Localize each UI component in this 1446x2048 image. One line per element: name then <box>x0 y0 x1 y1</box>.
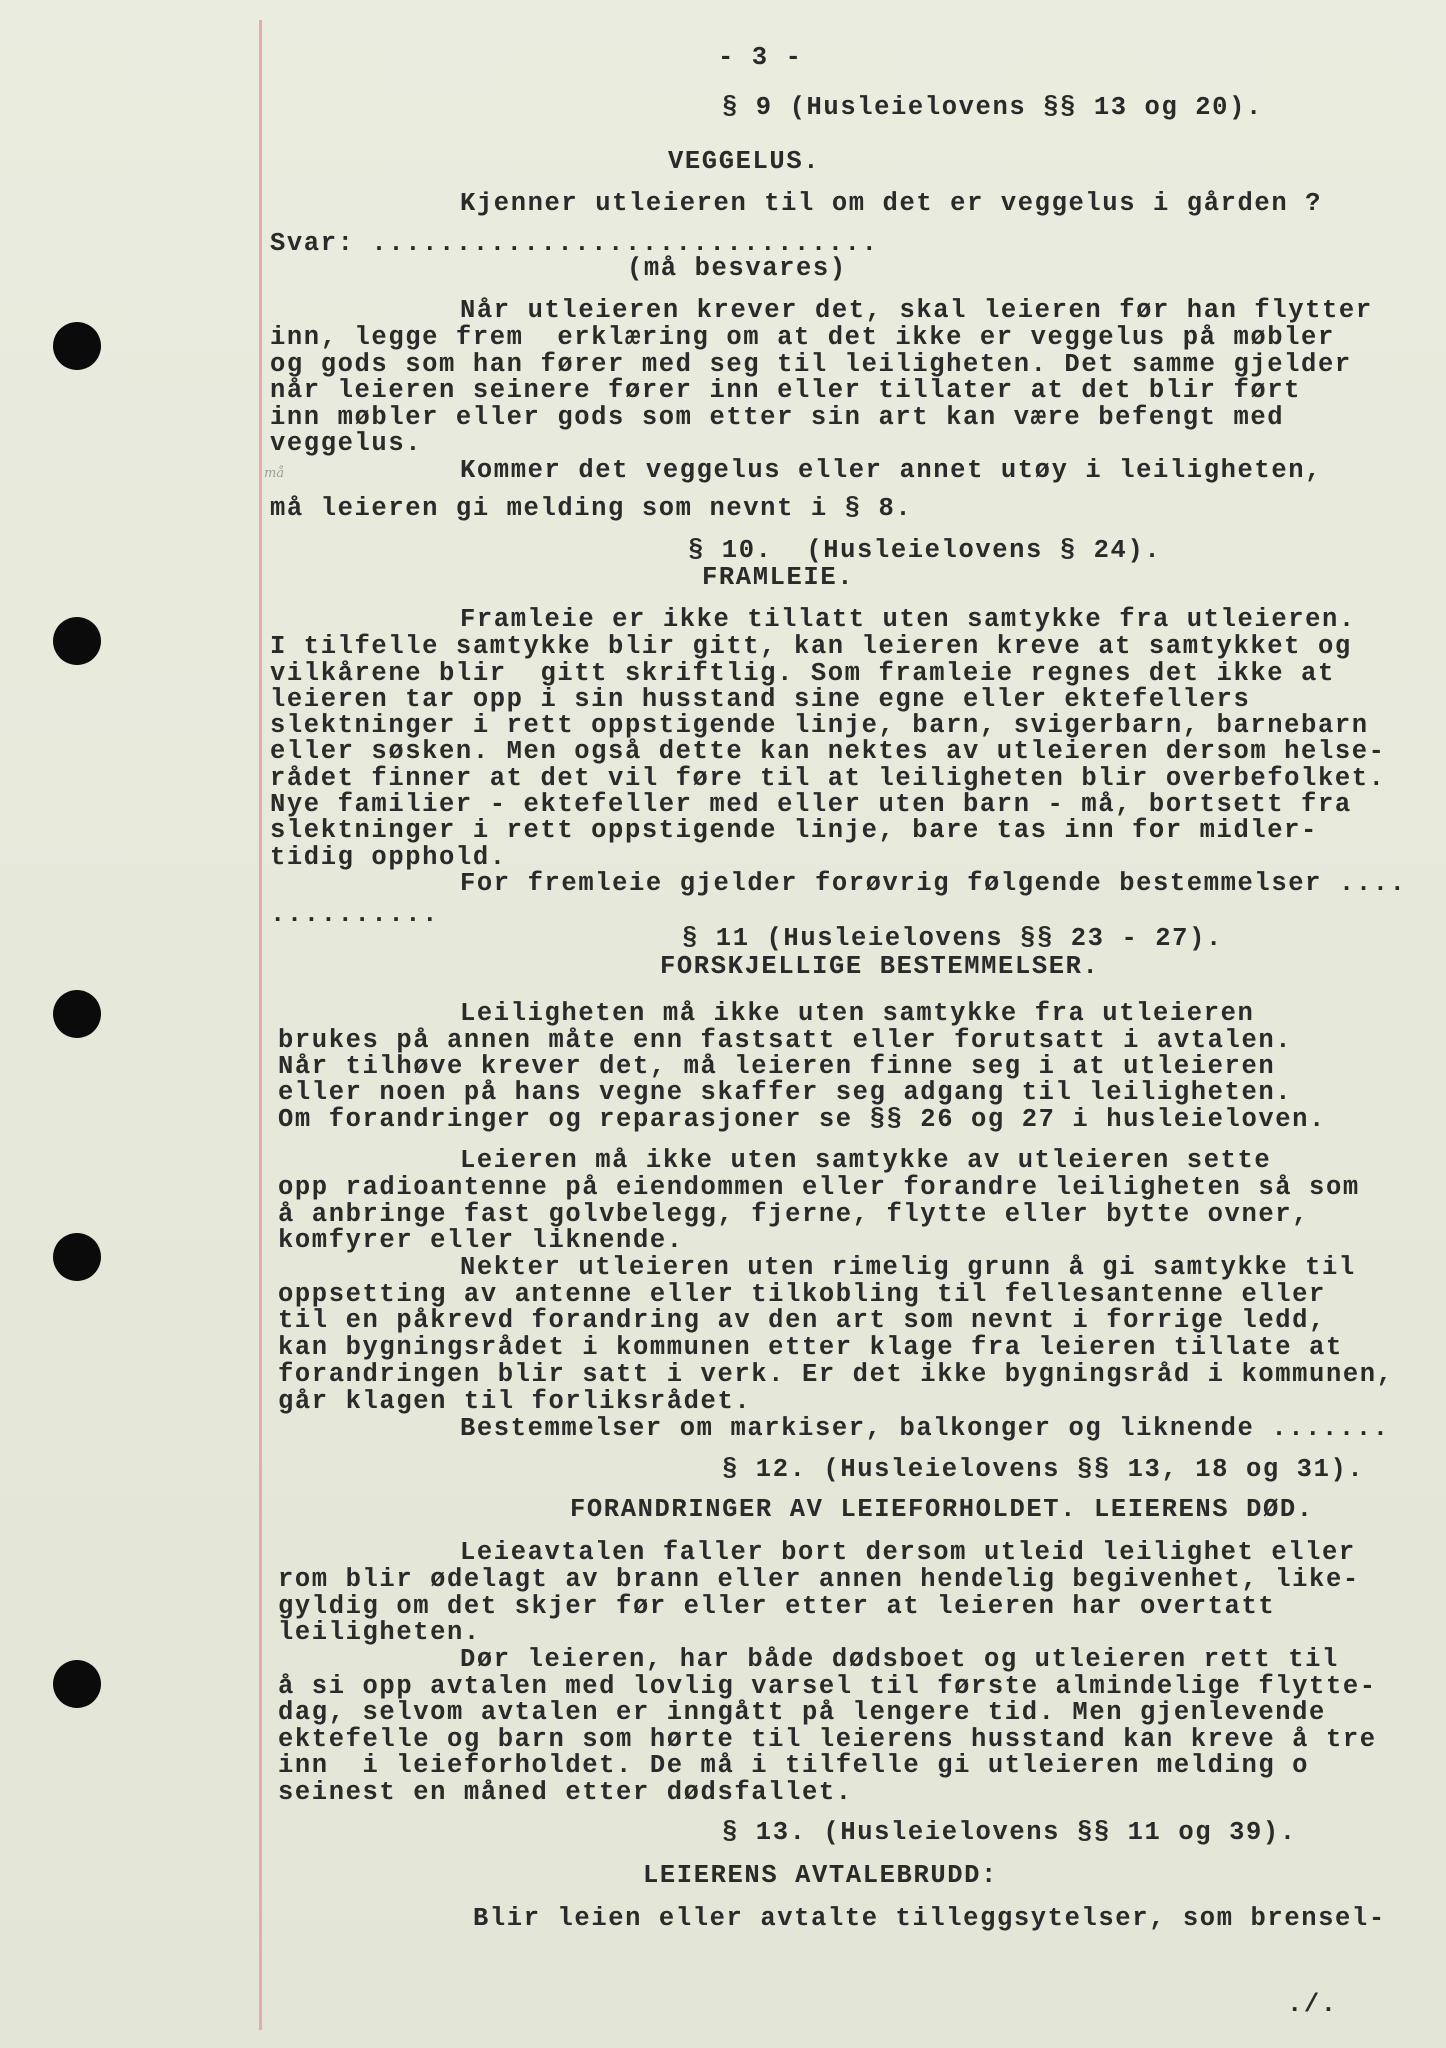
text-line: leiligheten. <box>278 1618 481 1647</box>
text-line: vilkårene blir gitt skriftlig. Som framleie regnes det ikke at <box>270 659 1335 688</box>
text-line: ektefelle og barn som hørte til leierens husstand kan kreve å tre <box>278 1725 1377 1754</box>
text-line: til en påkrevd forandring av den art som nevnt i forrige ledd, <box>278 1306 1326 1335</box>
text-line: rom blir ødelagt av brann eller annen hendelig begivenhet, like- <box>278 1565 1360 1594</box>
text-line: tidig opphold. <box>270 843 507 872</box>
text-line: Når tilhøve krever det, må leieren finne seg i at utleieren <box>278 1052 1276 1081</box>
text-line: kan bygningsrådet i kommunen etter klage fra leieren tillate at <box>278 1333 1343 1362</box>
text-line: Når utleieren krever det, skal leieren før han flytter <box>460 296 1373 325</box>
text-line: inn møbler eller gods som etter sin art kan være befengt med <box>270 403 1285 432</box>
text-line: gyldig om det skjer før eller etter at leieren har overtatt <box>278 1592 1276 1621</box>
text-line: Om forandringer og reparasjoner se §§ 26 og 27 i husleieloven. <box>278 1105 1326 1134</box>
text-line: Leieren må ikke uten samtykke av utleieren sette <box>460 1146 1272 1175</box>
text-line: dag, selvom avtalen er inngått på lengere tid. Men gjenlevende <box>278 1698 1326 1727</box>
binder-hole-1 <box>53 322 101 370</box>
section-heading: § 9 (Husleielovens §§ 13 og 20). <box>722 93 1263 122</box>
text-line: må leieren gi melding som nevnt i § 8. <box>270 494 913 523</box>
text-line: å si opp avtalen med lovlig varsel til første almindelige flytte- <box>278 1672 1377 1701</box>
text-line: inn, legge frem erklæring om at det ikke er veggelus på møbler <box>270 323 1335 352</box>
binder-hole-3 <box>53 990 101 1038</box>
section-title: VEGGELUS. <box>668 147 821 176</box>
section-title: FRAMLEIE. <box>702 563 855 592</box>
text-line: Leieavtalen faller bort dersom utleid leilighet eller <box>460 1538 1356 1567</box>
text-line: og gods som han fører med seg til leiligheten. Det samme gjelder <box>270 350 1352 379</box>
section-heading: § 13. (Husleielovens §§ 11 og 39). <box>722 1818 1297 1847</box>
text-line: Leiligheten må ikke uten samtykke fra utleieren <box>460 999 1255 1028</box>
text-line: slektninger i rett oppstigende linje, barn, svigerbarn, barnebarn <box>270 711 1369 740</box>
text-line: Dør leieren, har både dødsboet og utleieren rett til <box>460 1645 1339 1674</box>
text-line: brukes på annen måte enn fastsatt eller forutsatt i avtalen. <box>278 1026 1293 1055</box>
text-line: veggelus. <box>270 429 423 458</box>
margin-rule <box>259 20 262 2030</box>
text-line: slektninger i rett oppstigende linje, bare tas inn for midler- <box>270 816 1318 845</box>
binder-hole-4 <box>53 1233 101 1281</box>
text-line: Nye familier - ektefeller med eller uten barn - må, bortsett fra <box>270 790 1352 819</box>
text-line: For fremleie gjelder forøvrig følgende bestemmelser .... <box>460 869 1407 898</box>
continuation-mark: ./. <box>1287 1990 1338 2019</box>
text-line: leieren tar opp i sin husstand sine egne eller ektefellers <box>270 685 1251 714</box>
text-line: Framleie er ikke tillatt uten samtykke fra utleieren. <box>460 605 1356 634</box>
text-line: Kommer det veggelus eller annet utøy i leiligheten, <box>460 456 1323 485</box>
text-line: komfyrer eller liknende. <box>278 1226 684 1255</box>
text-line: oppsetting av antenne eller tilkobling til fellesantenne eller <box>278 1280 1326 1309</box>
text-line: .......... <box>270 900 440 929</box>
binder-hole-2 <box>53 617 101 665</box>
section-title: FORSKJELLIGE BESTEMMELSER. <box>660 952 1100 981</box>
page-number: - 3 - <box>718 43 803 72</box>
text-line: Kjenner utleieren til om det er veggelus i gården ? <box>460 189 1323 218</box>
text-line: når leieren seinere fører inn eller tillater at det blir ført <box>270 376 1302 405</box>
section-title: LEIERENS AVTALEBRUDD: <box>643 1861 998 1890</box>
text-line: inn i leieforholdet. De må i tilfelle gi utleieren melding o <box>278 1751 1310 1780</box>
text-line: seinest en måned etter dødsfallet. <box>278 1778 853 1807</box>
text-line: går klagen til forliksrådet. <box>278 1387 752 1416</box>
text-line: eller søsken. Men også dette kan nektes av utleieren dersom helse- <box>270 737 1386 766</box>
binder-hole-5 <box>53 1660 101 1708</box>
text-line: Blir leien eller avtalte tilleggsytelser, som brensel- <box>473 1904 1386 1933</box>
text-line: I tilfelle samtykke blir gitt, kan leieren kreve at samtykket og <box>270 632 1352 661</box>
text-line: (må besvares) <box>627 254 847 283</box>
section-title: FORANDRINGER AV LEIEFORHOLDET. LEIERENS DØD. <box>570 1495 1314 1524</box>
handwritten-note: må <box>264 466 285 481</box>
text-line: eller noen på hans vegne skaffer seg adgang til leiligheten. <box>278 1078 1293 1107</box>
text-line: å anbringe fast golvbelegg, fjerne, flytte eller bytte ovner, <box>278 1200 1310 1229</box>
section-heading: § 11 (Husleielovens §§ 23 - 27). <box>682 924 1223 953</box>
text-line: rådet finner at det vil føre til at leiligheten blir overbefolket. <box>270 764 1386 793</box>
text-line: Bestemmelser om markiser, balkonger og liknende ....... <box>460 1414 1390 1443</box>
section-heading: § 10. (Husleielovens § 24). <box>688 536 1162 565</box>
answer-line: Svar: .............................. <box>270 229 879 258</box>
text-line: forandringen blir satt i verk. Er det ikke bygningsråd i kommunen, <box>278 1360 1394 1389</box>
section-heading: § 12. (Husleielovens §§ 13, 18 og 31). <box>722 1455 1365 1484</box>
text-line: opp radioantenne på eiendommen eller forandre leiligheten så som <box>278 1173 1360 1202</box>
text-line: Nekter utleieren uten rimelig grunn å gi samtykke til <box>460 1253 1356 1282</box>
